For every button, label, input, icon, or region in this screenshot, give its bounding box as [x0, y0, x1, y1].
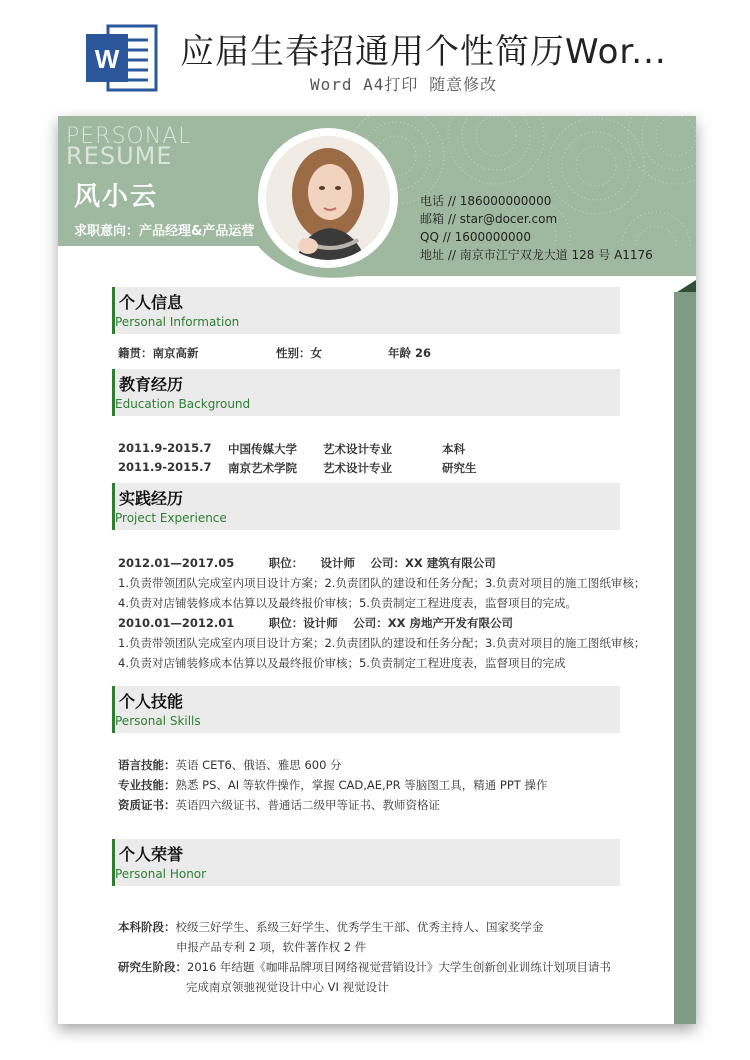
section-education: [112, 369, 620, 416]
logo-personal: PERSONAL: [66, 124, 192, 149]
honor-row: 申报产品专利 2 项，软件著作权 2 件: [176, 940, 367, 954]
resume-page: [58, 116, 696, 1024]
section-title: 教育经历: [119, 375, 184, 394]
project-header: 2010.01—2012.01 职位：设计师 公司：XX 房地产开发有限公司: [118, 616, 513, 630]
top-banner: [0, 0, 750, 108]
section-honor: [112, 839, 620, 886]
contact-address: 地址 // 南京市江宁双龙大道 128 号 A1176: [420, 248, 653, 262]
document-subtitle: Word A4打印 随意修改: [310, 75, 498, 94]
project-duty: 4.负责对店铺装修成本估算以及最终报价审核；5.负责制定工程进度表，监督项目的完成。: [118, 596, 577, 610]
contact-phone: 电话 // 186000000000: [420, 194, 552, 208]
edu-degree: 研究生: [442, 461, 477, 475]
skill-row: 资质证书：英语四六级证书、普通话二级甲等证书、教师资格证: [118, 798, 440, 812]
honor-row: 本科阶段：校级三好学生、系级三好学生、优秀学生干部、优秀主持人、国家奖学金: [118, 920, 544, 934]
section-subtitle: Personal Honor: [115, 867, 207, 881]
origin: 籍贯：南京高新: [118, 346, 199, 360]
section-title: 个人技能: [119, 692, 184, 711]
word-icon: [86, 24, 158, 92]
section-personal: [112, 287, 620, 334]
section-subtitle: Project Experience: [115, 511, 227, 525]
edu-period: 2011.9-2015.7: [118, 441, 212, 455]
honor-row: 完成南京领驰视觉设计中心 VI 视觉设计: [186, 980, 389, 994]
document-title: 应届生春招通用个性简历Wor...: [180, 32, 667, 72]
project-duty: 1.负责带领团队完成室内项目设计方案；2.负责团队的建设和任务分配；3.负责对项目的施工图纸审核；: [118, 636, 646, 650]
section-title: 个人信息: [119, 293, 184, 312]
section-project: [112, 483, 620, 530]
edu-major: 艺术设计专业: [323, 461, 392, 475]
contact-qq: QQ // 1600000000: [420, 230, 531, 244]
section-subtitle: Education Background: [115, 397, 251, 411]
section-title: 个人荣誉: [119, 845, 184, 864]
job-intent: 求职意向：产品经理&产品运营: [74, 224, 255, 239]
edu-degree: 本科: [442, 442, 465, 456]
project-header: 2012.01—2017.05 职位： 设计师 公司：XX 建筑有限公司: [118, 556, 496, 570]
contact-info: [420, 192, 653, 264]
edu-period: 2011.9-2015.7: [118, 460, 212, 474]
skill-row: 语言技能：英语 CET6、俄语、雅思 600 分: [118, 758, 342, 772]
edu-school: 中国传媒大学: [228, 442, 297, 456]
avatar: [266, 136, 390, 260]
skill-row: 专业技能：熟悉 PS、AI 等软件操作，掌握 CAD,AE,PR 等脑图工具，精通 PPT 操作: [118, 778, 548, 792]
right-sidebar: [674, 292, 696, 1024]
edu-school: 南京艺术学院: [228, 461, 297, 475]
age: 年龄 26: [388, 346, 432, 360]
honor-row: 研究生阶段：2016 年结题《咖啡品牌项目网络视觉营销设计》大学生创新创业训练计划项目请书: [118, 960, 611, 974]
section-subtitle: Personal Skills: [115, 714, 201, 728]
svg-text:W: W: [94, 44, 120, 74]
project-duty: 1.负责带领团队完成室内项目设计方案；2.负责团队的建设和任务分配；3.负责对项目的施工图纸审核；: [118, 576, 646, 590]
edu-major: 艺术设计专业: [323, 442, 392, 456]
logo-resume: RESUME: [66, 142, 173, 170]
gender: 性别：女: [276, 346, 322, 360]
section-skills: [112, 686, 620, 733]
project-duty: 4.负责对店铺装修成本估算以及最终报价审核；5.负责制定工程进度表，监督项目的完成: [118, 656, 566, 670]
contact-email: 邮箱 // star@docer.com: [420, 212, 558, 226]
section-title: 实践经历: [119, 489, 184, 508]
section-subtitle: Personal Information: [115, 315, 240, 329]
candidate-name: 风小云: [74, 182, 159, 212]
